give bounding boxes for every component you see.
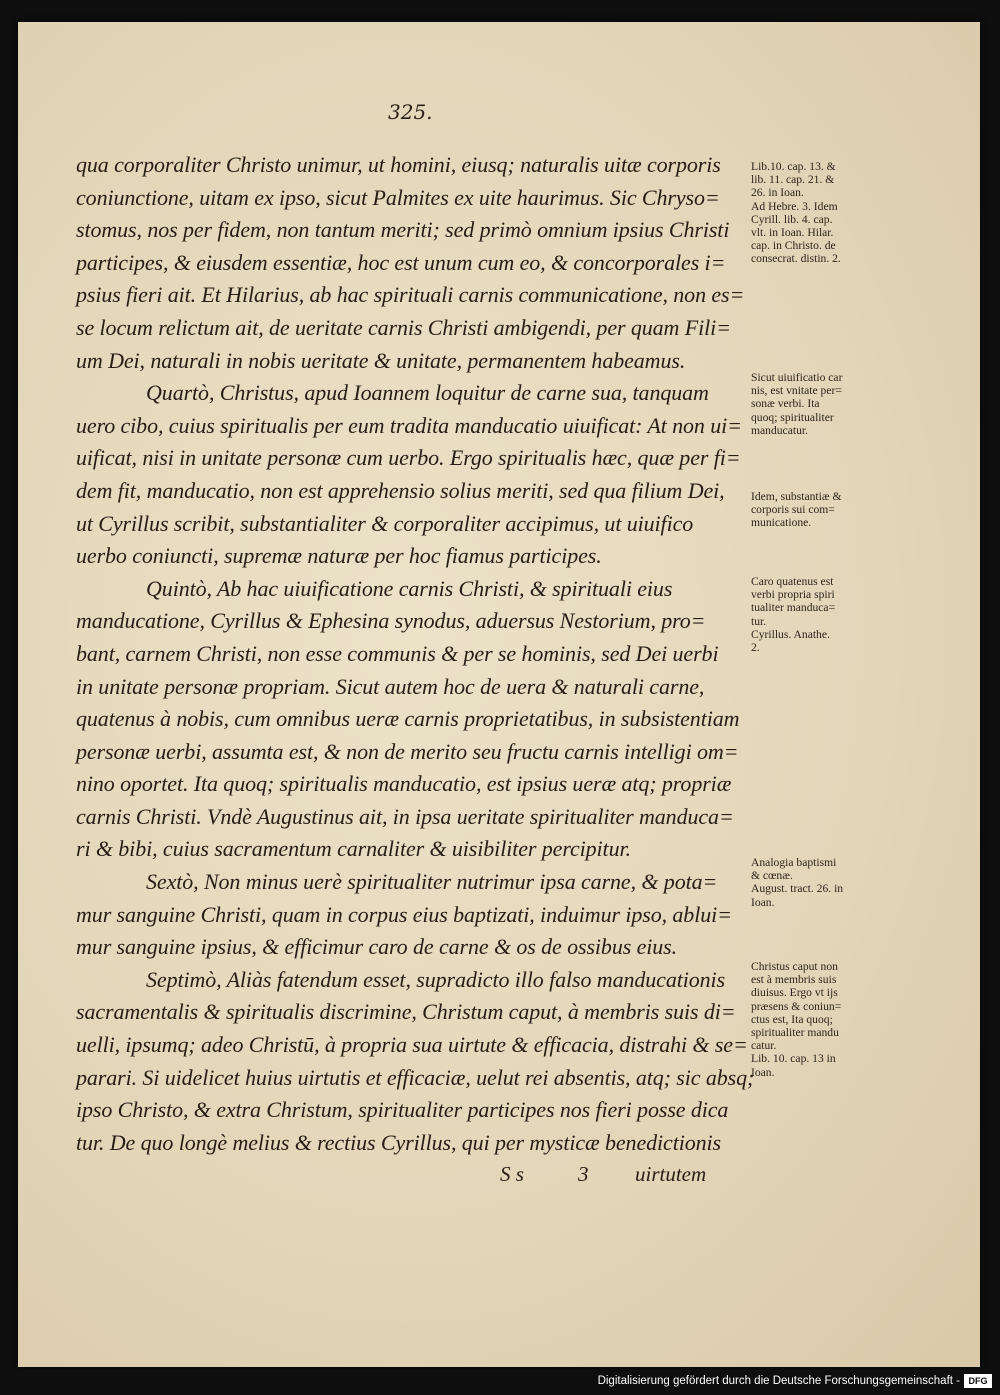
text-line: se locum relictum ait, de ueritate carnis Christi ambigendi, per quam Fili= — [76, 314, 731, 340]
text-line: parari. Si uidelicet huius uirtutis et efficaciæ, uelut rei absentis, atq; sic absq; — [76, 1064, 755, 1090]
text-line: uelli, ipsumq; adeo Christū, à propria sua uirtute & efficacia, distrahi & se= — [76, 1032, 748, 1058]
marginal-note-line: Christus caput non — [751, 960, 838, 973]
marginal-note-line: Ad Hebre. 3. Idem — [751, 199, 838, 213]
text-line: mur sanguine ipsius, & efficimur caro de carne & os de ossibus eius. — [76, 934, 678, 960]
marginal-note-line: tualiter manduca= — [751, 601, 836, 615]
marginal-note-line: Caro quatenus est — [751, 575, 834, 588]
main-text-block — [76, 149, 766, 1159]
marginal-note-line: spiritualiter mandu — [751, 1026, 839, 1040]
dfg-logo: DFG — [964, 1374, 992, 1388]
marginal-note-1 — [751, 160, 896, 266]
text-line: uerbo coniuncti, supremæ naturæ per hoc fiamus participes. — [76, 543, 602, 569]
text-line: Sextò, Non minus uerè spiritualiter nutrimur ipsa carne, & pota= — [146, 869, 718, 895]
marginal-note-line: manducatur. — [751, 423, 808, 437]
text-line: qua corporaliter Christo unimur, ut homini, eiusq; naturalis uitæ corporis — [76, 152, 721, 177]
text-line: nino oportet. Ita quoq; spiritualis manducatio, est ipsius ueræ atq; propriæ — [76, 771, 732, 797]
marginal-note-line: consecrat. distin. 2. — [751, 252, 841, 266]
text-line: Septimò, Aliàs fatendum esset, supradicto illo falso manducationis — [146, 966, 726, 992]
marginal-note-line: Lib. 10. cap. 13 in — [751, 1052, 836, 1066]
text-line: dem fit, manducatio, non est apprehensio solius meriti, sed qua filium Dei, — [76, 477, 725, 503]
marginal-note-line: & cœnæ. — [751, 869, 793, 883]
marginal-note-line: 2. — [751, 641, 760, 655]
marginal-note-line: diuisus. Ergo vt ijs — [751, 986, 838, 1000]
marginal-note-line: Ioan. — [751, 895, 775, 909]
text-line: uero cibo, cuius spiritualis per eum tradita manducatio uiuificat: At non ui= — [76, 412, 742, 438]
text-line: ipso Christo, & extra Christum, spiritualiter participes nos fieri posse dica — [76, 1097, 729, 1123]
funding-notice: Digitalisierung gefördert durch die Deutsche Forschungsgemeinschaft - — [597, 1375, 960, 1387]
text-line: in unitate personæ propriam. Sicut autem hoc de uera & naturali carne, — [76, 673, 705, 699]
marginal-note-6 — [751, 960, 896, 1079]
marginal-note-line: municatione. — [751, 516, 812, 530]
marginal-note-line: Cyrill. lib. 4. cap. — [751, 212, 833, 226]
marginal-note-line: Analogia baptismi — [751, 856, 837, 869]
text-line: coniunctione, uitam ex ipso, sicut Palmites ex uite haurimus. Sic Chryso= — [76, 184, 720, 210]
text-line: bant, carnem Christi, non esse communis & per se hominis, sed Dei uerbi — [76, 640, 719, 666]
marginal-note-line: catur. — [751, 1039, 777, 1053]
text-line: tur. De quo longè melius & rectius Cyrillus, qui per mysticæ benedictionis — [76, 1129, 721, 1155]
text-line: participes, & eiusdem essentiæ, hoc est unum cum eo, & concorporales i= — [76, 249, 726, 275]
marginal-note-line: vlt. in Ioan. Hilar. — [751, 226, 834, 240]
marginal-note-2 — [751, 371, 896, 437]
marginal-note-3 — [751, 490, 896, 530]
marginal-note-line: tur. — [751, 614, 767, 628]
footer-bar — [0, 1369, 1000, 1395]
signature-mark: S s — [500, 1162, 524, 1186]
marginal-note-line: cap. in Christo. de — [751, 239, 836, 253]
text-line: Quintò, Ab hac uiuificatione carnis Christi, & spirituali eius — [146, 575, 673, 601]
text-line: Quartò, Christus, apud Ioannem loquitur de carne sua, tanquam — [146, 380, 709, 406]
signature-number: 3 — [578, 1162, 589, 1186]
text-line: quatenus à nobis, cum omnibus ueræ carnis proprietatibus, in subsistentiam — [76, 706, 740, 732]
marginal-note-line: præsens & coniun= — [751, 999, 842, 1013]
text-line: manducatione, Cyrillus & Ephesina synodus, aduersus Nestorium, pro= — [76, 608, 706, 634]
marginal-note-5 — [751, 856, 896, 909]
text-line: ri & bibi, cuius sacramentum carnaliter & uisibiliter percipitur. — [76, 836, 631, 862]
text-line: um Dei, naturali in nobis ueritate & unitate, permanentem habeamus. — [76, 347, 686, 373]
marginal-note-line: Ioan. — [751, 1065, 775, 1079]
marginal-note-line: Idem, substantiæ & — [751, 490, 842, 503]
marginal-note-line: verbi propria spiri — [751, 588, 835, 602]
marginal-note-line: corporis sui com= — [751, 503, 835, 517]
text-line: stomus, nos per fidem, non tantum meriti; sed primò omnium ipsius Christi — [76, 217, 730, 243]
marginal-note-line: Cyrillus. Anathe. — [751, 627, 830, 641]
marginal-note-line: Lib.10. cap. 13. & — [751, 160, 836, 173]
text-line: uificat, nisi in unitate personæ cum uerbo. Ergo spiritualis hæc, quæ per fi= — [76, 445, 741, 471]
marginal-note-line: nis, est vnitate per= — [751, 384, 842, 398]
text-line: psius fieri ait. Et Hilarius, ab hac spirituali carnis communicatione, non es= — [76, 282, 745, 308]
marginal-note-line: August. tract. 26. in — [751, 882, 844, 896]
text-line: sacramentalis & spiritualis discrimine, Christum caput, à membris suis di= — [76, 999, 736, 1025]
page-number: 325. — [388, 100, 433, 124]
marginal-note-4 — [751, 575, 896, 654]
text-line: ut Cyrillus scribit, substantialiter & corporaliter accipimus, ut uiuifico — [76, 510, 694, 536]
marginal-note-line: Sicut uiuificatio car — [751, 371, 843, 384]
marginal-note-line: sonæ verbi. Ita — [751, 397, 820, 411]
marginal-note-line: lib. 11. cap. 21. & — [751, 173, 835, 187]
marginal-note-line: quoq; spiritualiter — [751, 410, 834, 424]
marginal-note-line: ctus est, Ita quoq; — [751, 1012, 833, 1026]
book-page — [18, 22, 980, 1367]
marginal-note-line: est à membris suis — [751, 973, 837, 987]
text-line: carnis Christi. Vndè Augustinus ait, in ipsa ueritate spiritualiter manduca= — [76, 803, 734, 829]
marginal-note-line: 26. in Ioan. — [751, 186, 804, 200]
catchword: uirtutem — [635, 1162, 707, 1186]
text-line: personæ uerbi, assumta est, & non de merito seu fructu carnis intelligi om= — [76, 738, 739, 764]
text-line: mur sanguine Christi, quam in corpus eius baptizati, induimur ipso, ablui= — [76, 901, 732, 927]
